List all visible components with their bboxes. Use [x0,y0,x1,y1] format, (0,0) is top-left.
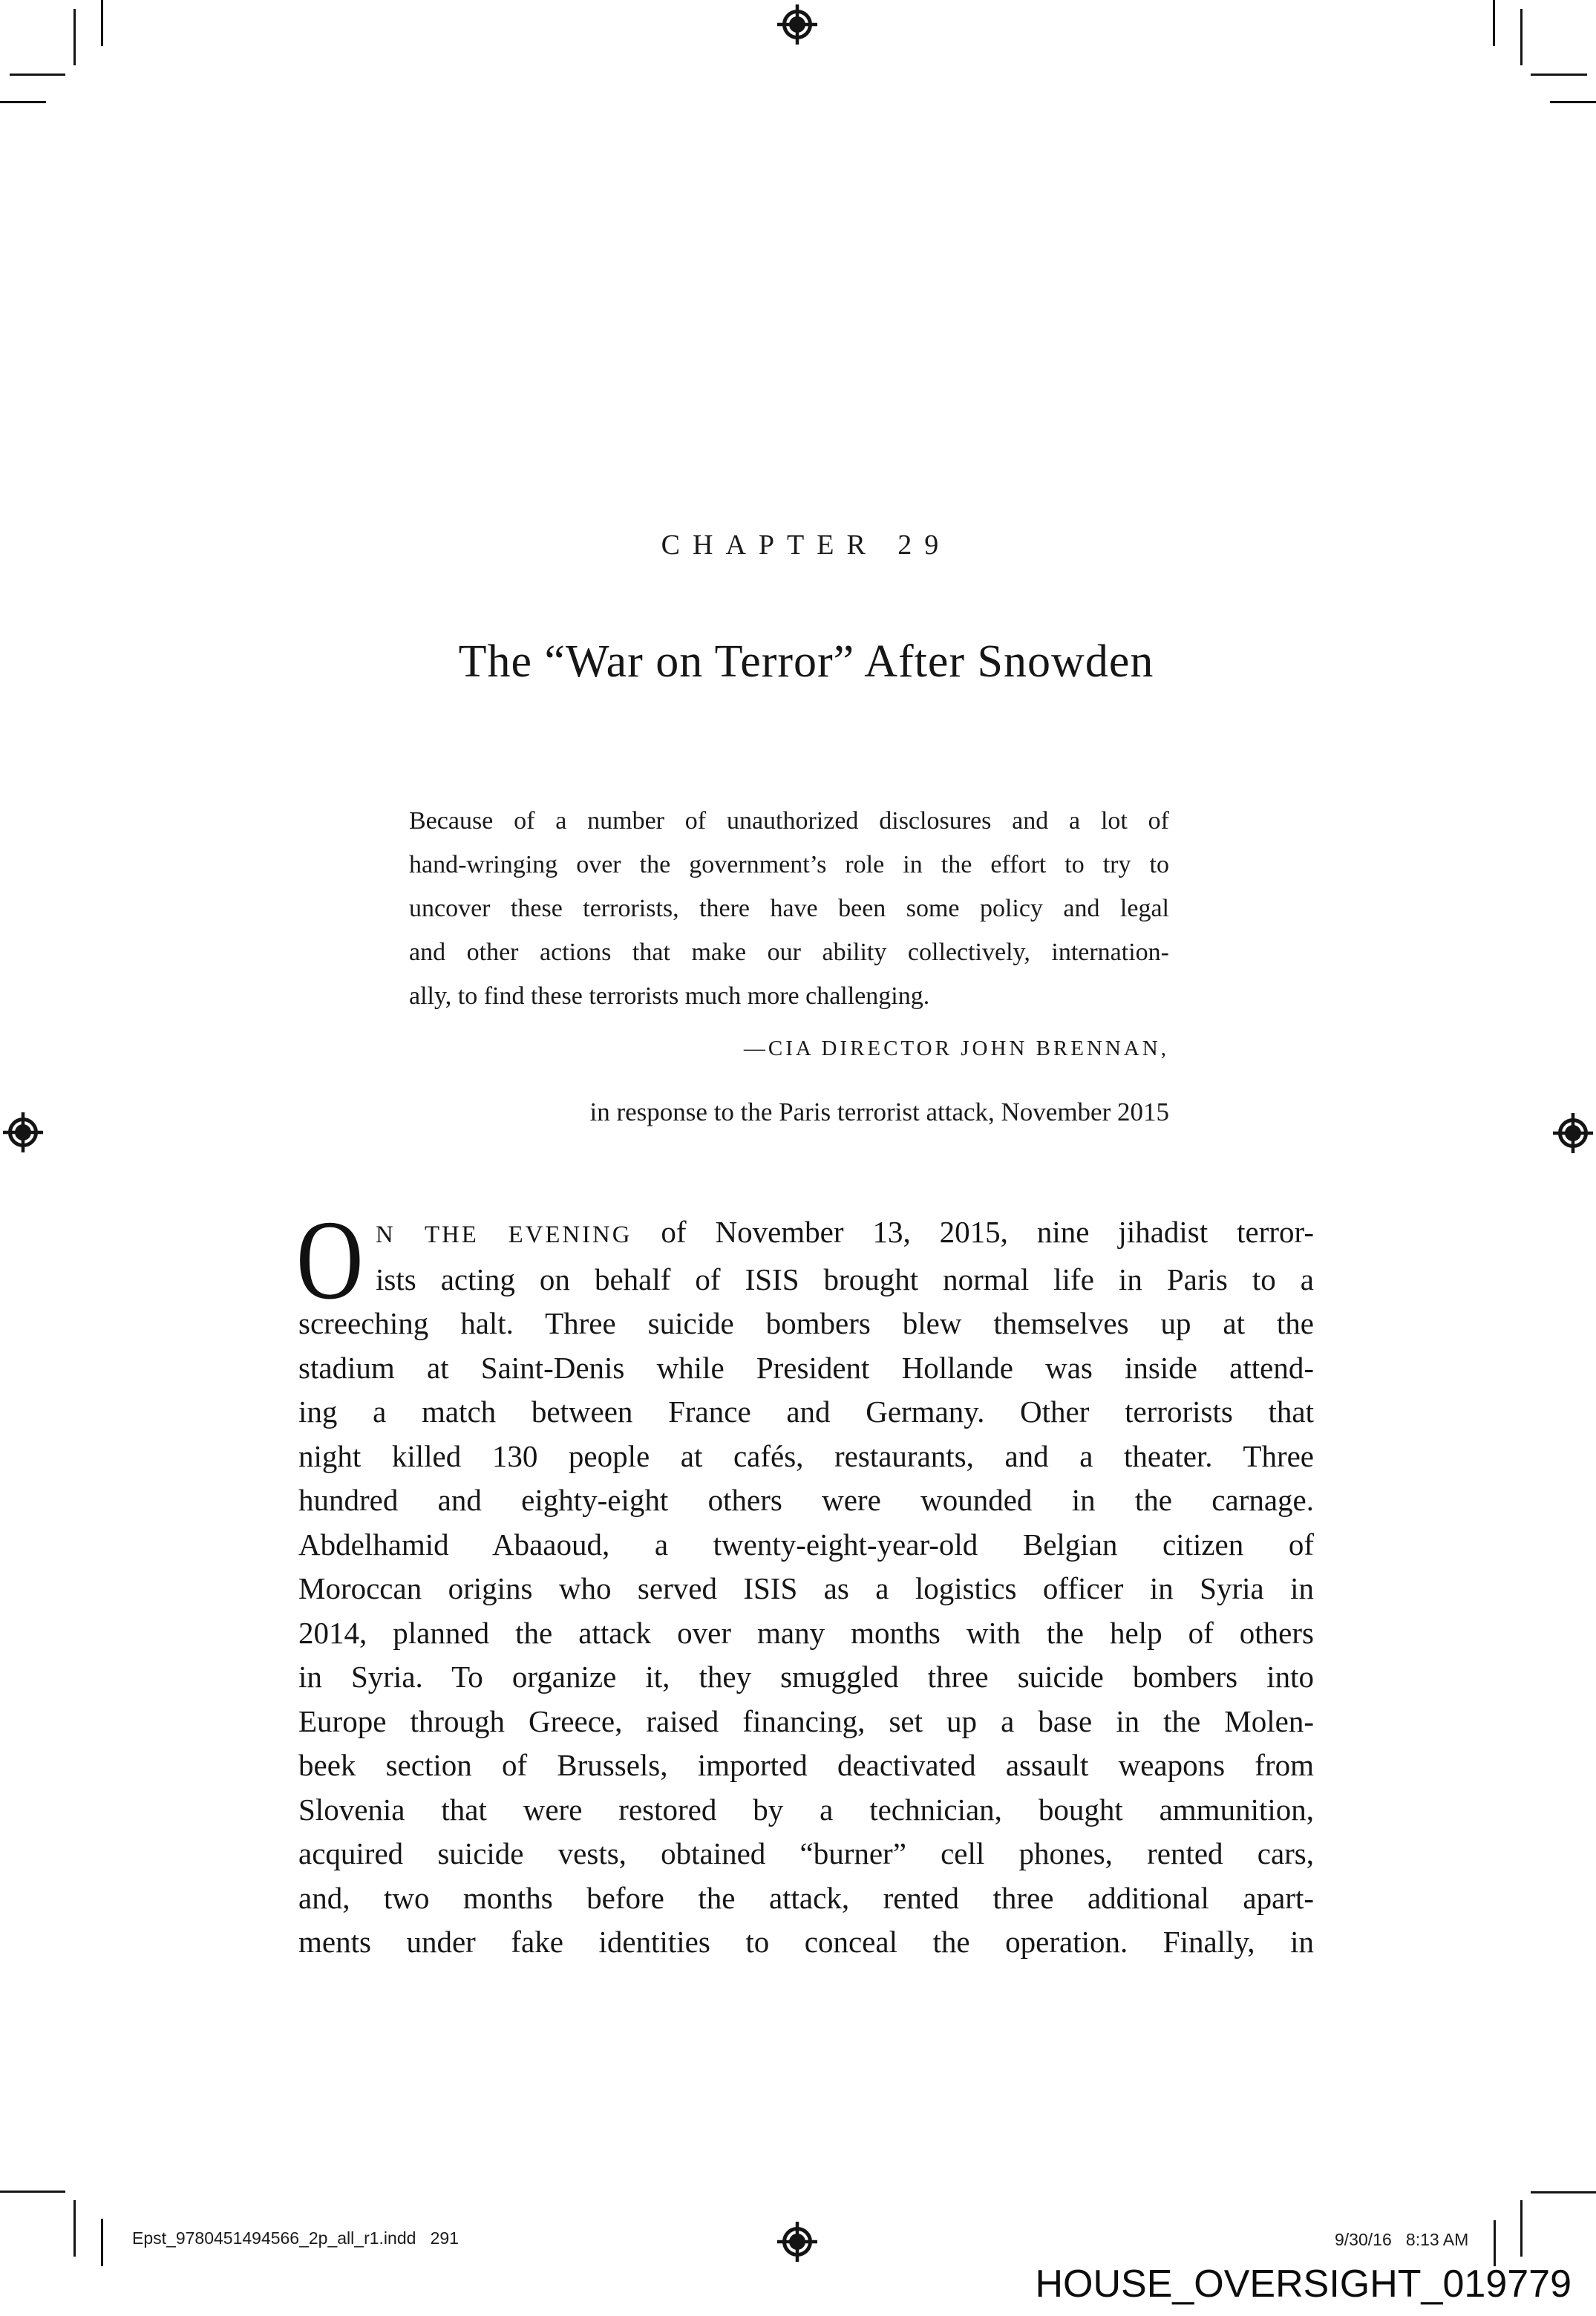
crop-mark [1531,74,1587,76]
crop-mark [1493,0,1495,46]
footer-file-info: Epst_9780451494566_2p_all_r1.indd 291 [132,2228,459,2248]
crop-mark [73,2200,76,2257]
body-line: ists acting on behalf of ISIS brought normal life in Paris to a [376,1262,1314,1296]
body-line: screeching halt. Three suicide bombers blew themselves up at the [298,1306,1314,1340]
crop-mark [101,0,103,46]
body-paragraph [298,1210,1314,1965]
crop-mark [10,74,65,76]
crop-mark [101,2219,103,2266]
crop-mark [0,2191,65,2193]
body-line: in Syria. To organize it, they smuggled three suicide bombers into [298,1660,1314,1694]
crop-mark [1531,2191,1596,2193]
footer-timestamp: 9/30/16 8:13 AM [1335,2230,1469,2249]
body-line: 2014, planned the attack over many months with the help of others [298,1615,1314,1650]
crop-mark [1550,101,1596,103]
drop-cap: O [296,1198,364,1323]
registration-target-icon [773,2217,822,2266]
epigraph-line: ally, to find these terrorists much more challenging. [409,982,930,1010]
body-line: beek section of Brussels, imported deactivated assault weapons from [298,1748,1314,1782]
bates-stamp: HOUSE_OVERSIGHT_019779 [1035,2263,1572,2306]
body-line: hundred and eighty-eight others were wounded in the carnage. [298,1483,1314,1517]
crop-mark [73,9,76,65]
body-line: ments under fake identities to conceal the operation. Finally, in [298,1925,1314,1959]
body-line: ing a match between France and Germany. Other terrorists that [298,1395,1314,1429]
registration-target-icon [1548,1109,1596,1158]
body-line: stadium at Saint-Denis while President Hollande was inside attend- [298,1350,1314,1385]
body-line: night killed 130 people at cafés, restaurants, and a theater. Three [298,1438,1314,1473]
opening-small-caps: N THE EVENING [376,1221,632,1248]
epigraph [409,799,1169,1018]
crop-mark [1520,9,1523,65]
chapter-label: CHAPTER 29 [661,529,952,561]
epigraph-line: and other actions that make our ability collectively, internation- [409,939,1169,966]
chapter-title: The “War on Terror” After Snowden [458,636,1154,687]
crop-mark [0,101,46,103]
epigraph-line: hand-wringing over the government’s role in the effort to try to [409,851,1169,878]
epigraph-line: uncover these terrorists, there have been some policy and legal [409,895,1169,922]
body-line: Moroccan origins who served ISIS as a logistics officer in Syria in [298,1571,1314,1605]
body-line: Europe through Greece, raised financing, set up a base in the Molen- [298,1703,1314,1738]
epigraph-attribution-context: in response to the Paris terrorist attack, November 2015 [589,1097,1169,1126]
crop-mark [1520,2200,1523,2257]
crop-mark [1494,2220,1496,2266]
epigraph-attribution-name: —CIA DIRECTOR JOHN BRENNAN, [743,1037,1169,1060]
registration-target-icon [773,0,822,49]
body-line: Abdelhamid Abaaoud, a twenty-eight-year-old Belgian citizen of [298,1527,1314,1562]
epigraph-line: Because of a number of unauthorized disclosures and a lot of [409,807,1169,835]
body-line: acquired suicide vests, obtained “burner” cell phones, rented cars, [298,1836,1314,1870]
body-line: Slovenia that were restored by a technician, bought ammunition, [298,1792,1314,1827]
registration-target-icon [0,1108,48,1157]
body-line: and, two months before the attack, rented three additional apart- [298,1880,1314,1915]
body-line: N THE EVENING of November 13, 2015, nine jihadist terror- [376,1215,1314,1249]
